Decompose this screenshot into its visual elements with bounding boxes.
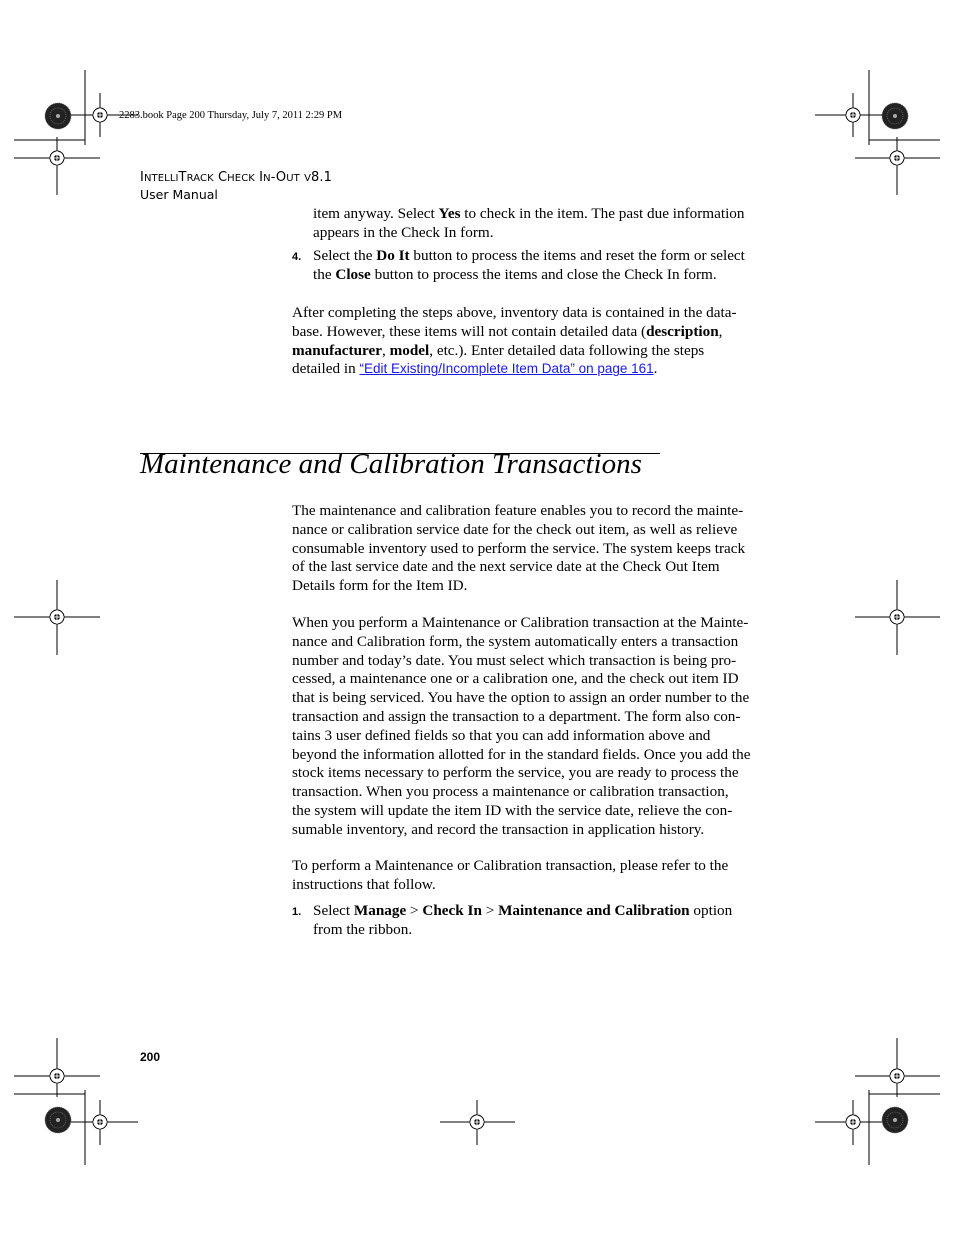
step-1-text: Select Manage > Check In > Maintenance and Calibration option from the ribbon. <box>313 902 733 938</box>
crop-mark-mid-left <box>14 580 100 655</box>
section-heading: Maintenance and Calibration Transactions <box>140 448 642 480</box>
step-4-text: Select the Do It button to process the items and reset the form or select the Close button to process the items and close the Check In form. <box>313 247 745 283</box>
step-4-number: 4. <box>292 251 302 263</box>
step-1-number: 1. <box>292 906 302 918</box>
intro-paragraph: The maintenance and calibration feature enables you to record the mainte- nance or calibration service date for the check out item, as well as relieve consumable inventory used to perform the service. The system keeps track of the last service date and the next service date at the Check Out Item Details form for the Item ID. <box>292 502 746 595</box>
crop-mark-bottom-right <box>815 1038 940 1165</box>
page-number: 200 <box>140 1050 161 1064</box>
crop-mark-bottom-center <box>440 1100 515 1145</box>
crop-mark-top-left <box>14 70 138 195</box>
crop-mark-top-right <box>815 70 940 195</box>
edit-item-data-link[interactable]: “Edit Existing/Incomplete Item Data” on page 161 <box>359 361 654 377</box>
running-header-title: INTELLITRACK CHECK IN-OUT V8.1 <box>140 170 333 185</box>
crop-mark-bottom-left <box>14 1038 138 1165</box>
after-steps-paragraph: After completing the steps above, inventory data is contained in the data- base. However, these items will not contain detailed data (description, manufacturer, model, etc.). Enter detailed data following the steps detailed in “Edit Existing/Incomplete Item Data” on page 161. <box>292 304 737 378</box>
running-header-subtitle: User Manual <box>140 187 218 202</box>
crop-mark-mid-right <box>855 580 940 655</box>
print-slug: 2283.book Page 200 Thursday, July 7, 2011 2:29 PM <box>119 110 343 121</box>
instructions-intro: To perform a Maintenance or Calibration transaction, please refer to the instructions that follow. <box>292 857 729 893</box>
step-3-continuation: item anyway. Select Yes to check in the item. The past due information appears in the Check In form. <box>313 205 745 241</box>
transaction-paragraph: When you perform a Maintenance or Calibration transaction at the Mainte- nance and Calibration form, the system automatically enters a transaction number and today’s date. You must select which transaction is being pro- cessed, a maintenance one or a calibration one, and the check out item ID that is being serviced. You have the option to assign an order number to the transaction and assign the transaction to a department. The form also con- tains 3 user defined fields so that you can add information above and beyond the information allotted for in the standard fields. Once you add the stock items necessary to perform the service, you are ready to process the transaction. When you process a maintenance or calibration transaction, the system will update the item ID with the service date, relieve the con- sumable inventory, and record the transaction in application history. <box>292 614 751 838</box>
